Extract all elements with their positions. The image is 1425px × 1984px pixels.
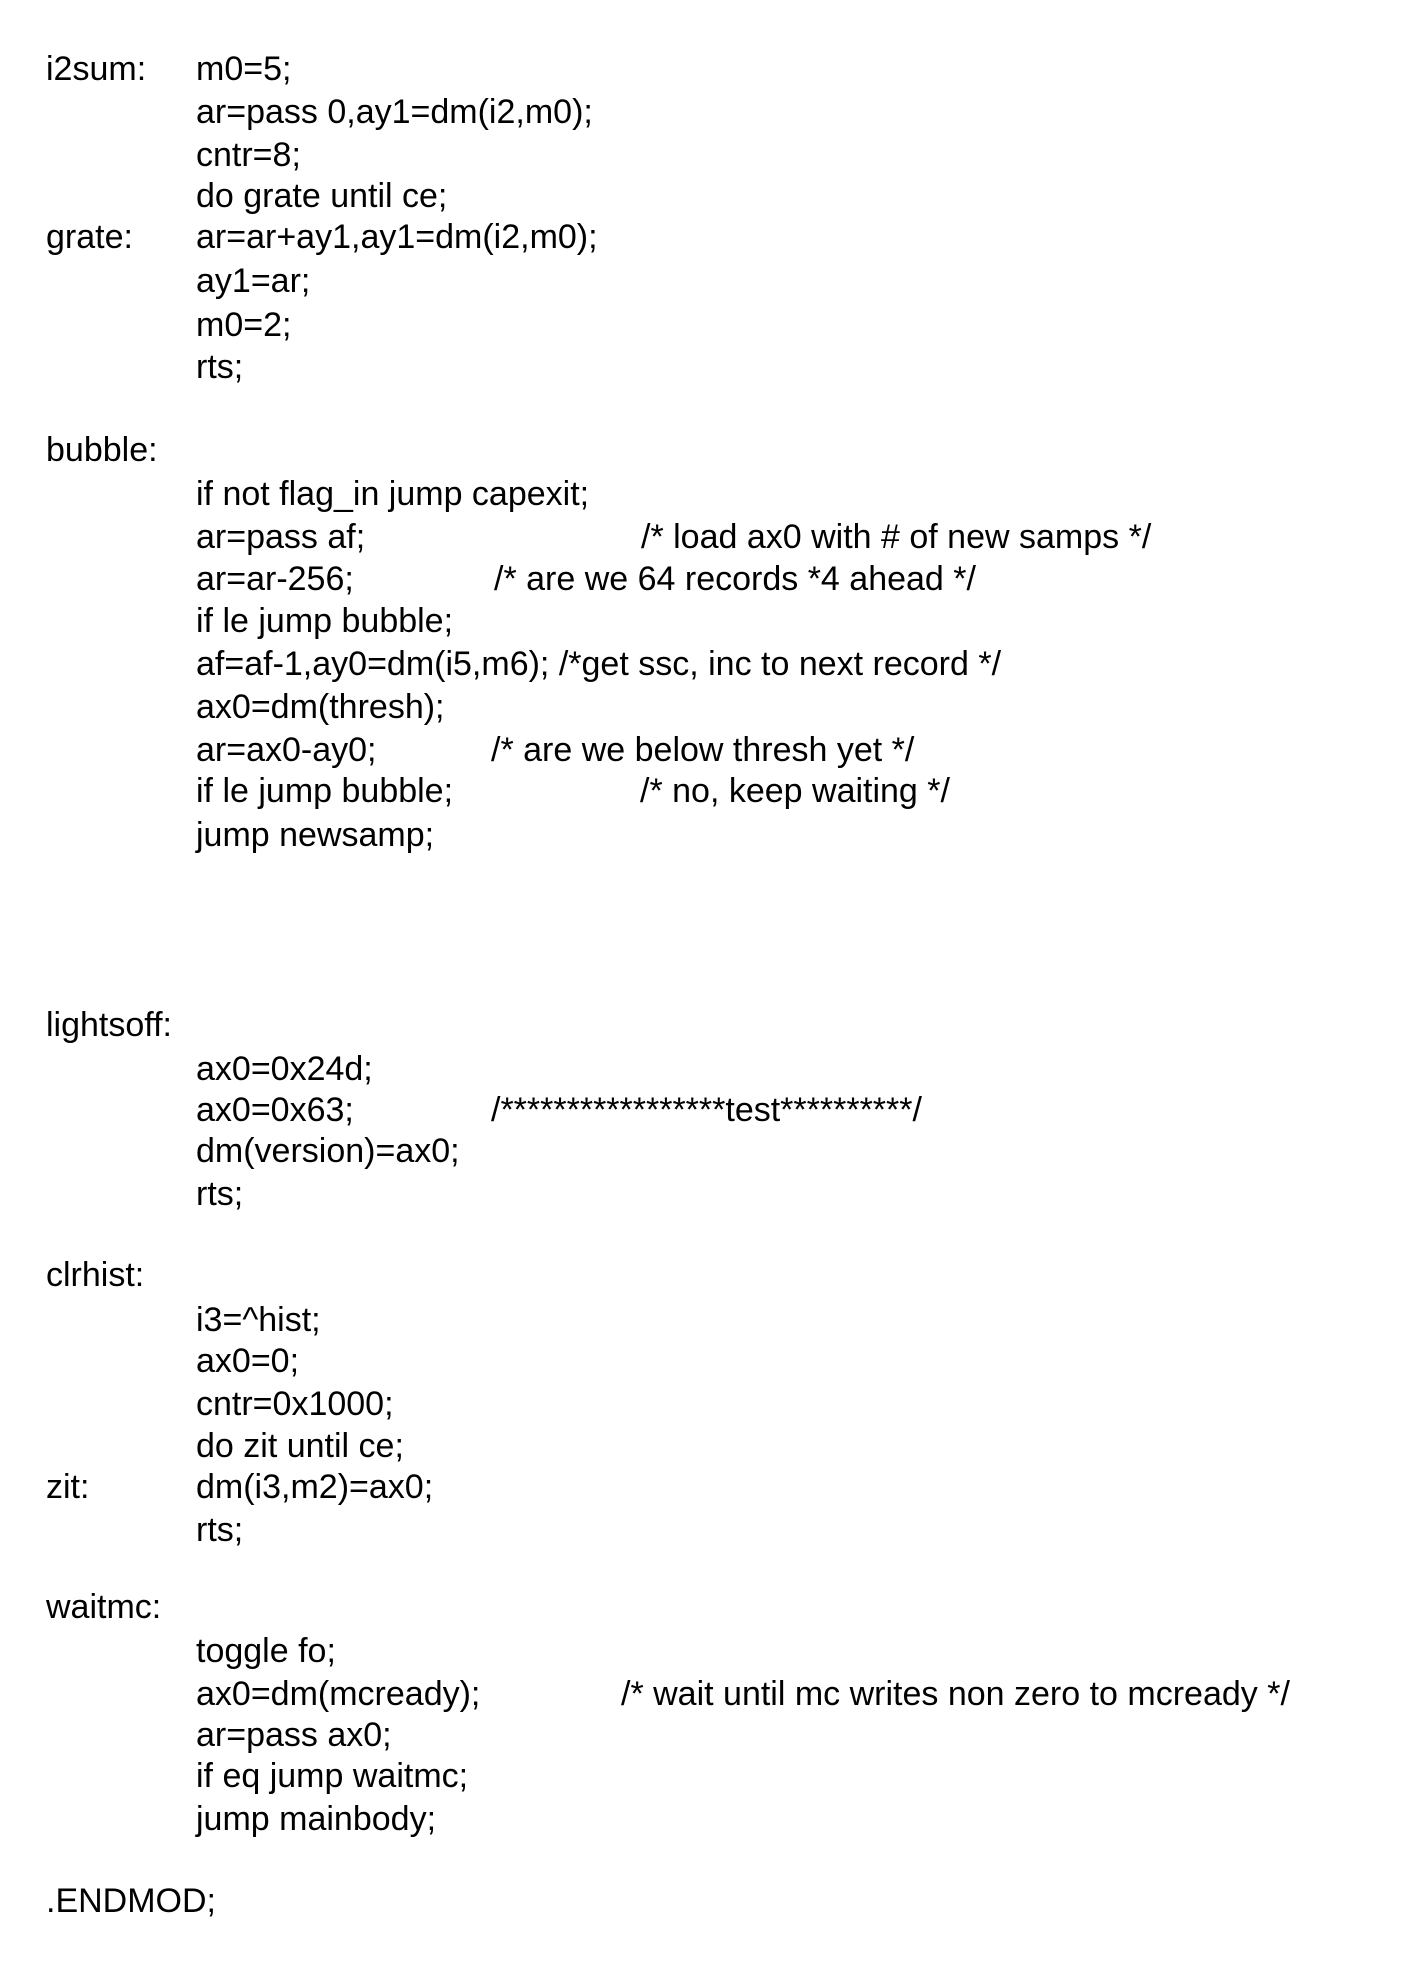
code-line: af=af-1,ay0=dm(i5,m6); /*get ssc, inc to next record */ xyxy=(196,644,1001,684)
endmod-directive: .ENDMOD; xyxy=(46,1881,216,1921)
code-comment: /* load ax0 with # of new samps */ xyxy=(641,517,1151,557)
code-line: rts; xyxy=(196,1510,243,1550)
code-line: cntr=0x1000; xyxy=(196,1384,394,1424)
code-line: i3=^hist; xyxy=(196,1300,321,1340)
code-line: if eq jump waitmc; xyxy=(196,1756,468,1796)
code-line: ar=pass ax0; xyxy=(196,1715,392,1755)
code-line: ax0=0x24d; xyxy=(196,1049,373,1089)
code-comment: /* are we 64 records *4 ahead */ xyxy=(494,559,976,599)
code-comment: /*****************test**********/ xyxy=(491,1090,922,1130)
code-line: ar=ar+ay1,ay1=dm(i2,m0); xyxy=(196,217,598,257)
label-i2sum: i2sum: xyxy=(46,49,146,89)
code-line: do zit until ce; xyxy=(196,1426,404,1466)
code-line: if not flag_in jump capexit; xyxy=(196,474,589,514)
label-waitmc: waitmc: xyxy=(46,1587,161,1627)
code-line: ar=pass 0,ay1=dm(i2,m0); xyxy=(196,92,593,132)
code-line: rts; xyxy=(196,347,243,387)
code-line: cntr=8; xyxy=(196,135,301,175)
code-line: ax0=dm(mcready); xyxy=(196,1674,480,1714)
code-line: rts; xyxy=(196,1174,243,1214)
code-line: toggle fo; xyxy=(196,1631,336,1671)
code-line: ax0=0; xyxy=(196,1341,299,1381)
code-line: ar=ar-256; xyxy=(196,559,354,599)
code-comment: /* wait until mc writes non zero to mcready */ xyxy=(621,1674,1290,1714)
code-line: dm(i3,m2)=ax0; xyxy=(196,1467,433,1507)
code-line: dm(version)=ax0; xyxy=(196,1131,460,1171)
label-lightsoff: lightsoff: xyxy=(46,1005,172,1045)
code-comment: /* no, keep waiting */ xyxy=(640,771,950,811)
code-line: if le jump bubble; xyxy=(196,601,453,641)
label-bubble: bubble: xyxy=(46,430,158,470)
code-line: ar=ax0-ay0; xyxy=(196,730,377,770)
code-line: if le jump bubble; xyxy=(196,771,453,811)
code-line: ay1=ar; xyxy=(196,261,310,301)
code-line: m0=2; xyxy=(196,305,291,345)
code-line: do grate until ce; xyxy=(196,176,447,216)
code-line: ar=pass af; xyxy=(196,517,365,557)
label-zit: zit: xyxy=(46,1467,89,1507)
code-line: ax0=0x63; xyxy=(196,1090,354,1130)
code-line: jump newsamp; xyxy=(196,815,434,855)
label-clrhist: clrhist: xyxy=(46,1255,144,1295)
code-line: m0=5; xyxy=(196,49,291,89)
code-line: jump mainbody; xyxy=(196,1799,436,1839)
code-comment: /* are we below thresh yet */ xyxy=(491,730,914,770)
label-grate: grate: xyxy=(46,217,133,257)
code-line: ax0=dm(thresh); xyxy=(196,687,445,727)
